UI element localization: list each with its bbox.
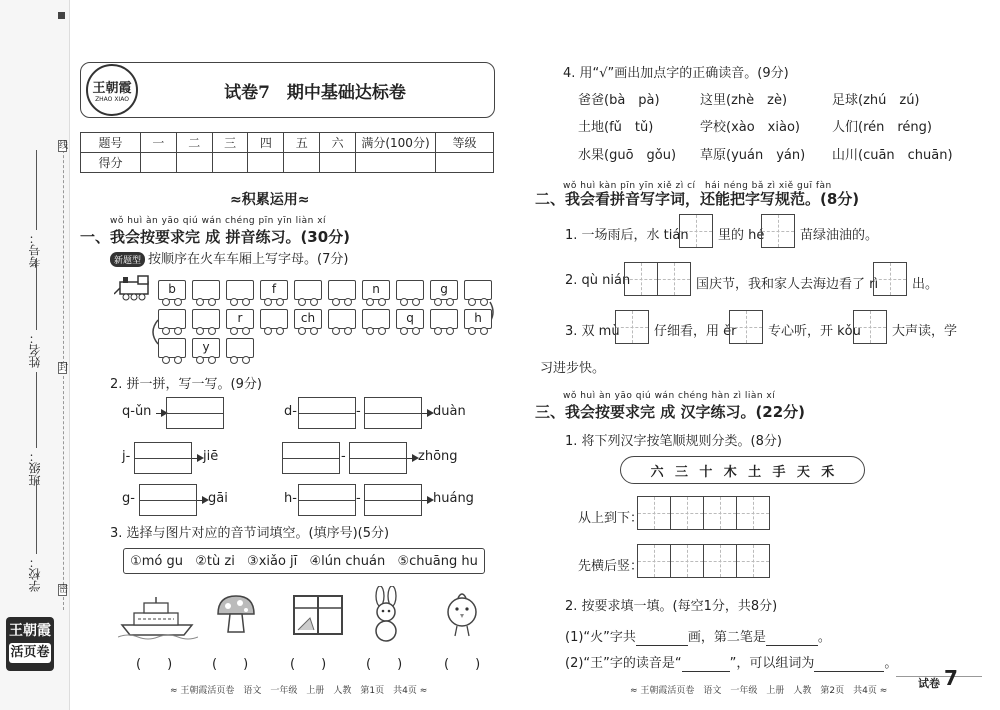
option: ①mó gu	[130, 553, 184, 569]
corner-mark	[58, 12, 65, 19]
option: ③xiǎo jī	[247, 553, 298, 569]
spell-left: j-	[122, 449, 131, 464]
chick-icon	[444, 590, 480, 640]
char-grid[interactable]	[616, 310, 649, 344]
score-cell: 二	[176, 133, 212, 153]
train-car[interactable]: q	[396, 309, 424, 329]
brand-seal: 王朝霞 ZHAO XIAO	[86, 64, 138, 116]
section3-pinyin: wǒ huì àn yāo qiú wán chéng hàn zì liàn xí	[563, 391, 776, 401]
train-car[interactable]	[226, 338, 254, 358]
char-grid[interactable]	[680, 214, 713, 248]
spell-right: gāi	[208, 491, 228, 506]
arrow-icon	[422, 413, 432, 414]
section2-title: 二、我会看拼音写字词，还能把字写规范。(8分)	[535, 190, 860, 208]
train-car[interactable]	[158, 338, 186, 358]
spell-right: duàn	[433, 404, 466, 419]
train-car[interactable]: y	[192, 338, 220, 358]
part-title: ≈积累运用≈	[230, 192, 310, 208]
train-car[interactable]: r	[226, 309, 254, 329]
train-car[interactable]	[328, 309, 356, 329]
spell-answer-box[interactable]	[298, 397, 356, 429]
spell-answer-box[interactable]	[166, 397, 224, 429]
score-cell: 三	[212, 133, 248, 153]
arrow-icon	[197, 500, 207, 501]
score-input[interactable]	[356, 153, 436, 173]
question-3-text: 3. 选择与图片对应的音节词填空。(填序号)(5分)	[110, 526, 390, 541]
option: ②tù zi	[195, 553, 235, 569]
question-2-text: 2. 拼一拼，写一写。(9分)	[110, 377, 262, 392]
fill-2	[565, 652, 897, 672]
s2-line3b: 仔细看，用 ěr	[654, 324, 737, 339]
window-icon	[290, 592, 346, 638]
character-scroll	[620, 456, 865, 484]
train-car[interactable]	[430, 309, 458, 329]
train-car[interactable]: g	[430, 280, 458, 300]
score-input[interactable]	[248, 153, 284, 173]
reading-item[interactable]: 学校(xào xiào)	[700, 120, 800, 135]
reading-item[interactable]: 草原(yuán yán)	[700, 148, 806, 163]
spell-dash: -	[341, 449, 346, 464]
fill-1	[565, 626, 831, 646]
answer-paren[interactable]: ( )	[290, 657, 327, 672]
char-grid[interactable]	[874, 262, 907, 296]
label-school: 学校：	[28, 556, 42, 592]
arrow-icon	[407, 458, 417, 459]
spell-dash: -	[356, 404, 361, 419]
reading-item[interactable]: 土地(fǔ tǔ)	[578, 120, 654, 135]
score-cell: 一	[141, 133, 177, 153]
spell-left: g-	[122, 491, 135, 506]
blank-pinyin[interactable]	[682, 656, 730, 672]
scroll-char: 手	[772, 464, 786, 480]
fill-2b: ”，可以组词为	[729, 656, 815, 671]
reading-item[interactable]: 这里(zhè zè)	[700, 93, 788, 108]
fill-2a: (2)“王”字的读音是“	[565, 656, 682, 671]
reading-item[interactable]: 水果(guō gǒu)	[578, 148, 677, 163]
mark-line: 线	[59, 141, 69, 151]
s2-line3a: 3. 双 mù	[565, 324, 620, 339]
score-input[interactable]	[320, 153, 356, 173]
reading-item[interactable]: 山川(cuān chuān)	[832, 148, 953, 163]
score-cell: 四	[248, 133, 284, 153]
score-input[interactable]	[176, 153, 212, 173]
spell-right: huáng	[433, 491, 474, 506]
s2-line3d: 大声读，学	[892, 324, 958, 339]
section1-pinyin: wǒ huì àn yāo qiú wán chéng pīn yīn liàn xí	[110, 216, 327, 226]
spell-answer-box[interactable]	[364, 484, 422, 516]
char-grid[interactable]	[625, 262, 691, 296]
rule-horizontal-first: 先横后竖：	[578, 559, 644, 574]
train-car[interactable]: ch	[294, 309, 322, 329]
score-table-score-row	[81, 153, 494, 173]
char-grid[interactable]	[762, 214, 795, 248]
label-name: 姓名：	[28, 332, 42, 368]
spell-answer-box[interactable]	[298, 484, 356, 516]
question-1-text: 按顺序在火车车厢上写字母。(7分)	[148, 252, 349, 267]
reading-item[interactable]: 爸爸(bà pà)	[578, 93, 660, 108]
section1-title: 一、我会按要求完 成 拼音练习。(30分)	[80, 228, 351, 246]
spell-answer-box[interactable]	[282, 442, 340, 474]
ship-icon	[118, 595, 198, 640]
char-grid-row[interactable]	[638, 496, 770, 530]
char-grid-row[interactable]	[638, 544, 770, 578]
footer-right: ≈ 王朝霞活页卷 语文 一年级 上册 人教 第2页 共4页 ≈	[630, 686, 888, 696]
score-cell: 六	[320, 133, 356, 153]
scroll-char: 十	[699, 464, 713, 480]
score-table-header-row	[81, 133, 494, 153]
school-line[interactable]	[36, 480, 37, 554]
train-car[interactable]	[362, 309, 390, 329]
rule-top-down: 从上到下：	[578, 511, 644, 526]
scroll-char: 土	[748, 464, 762, 480]
page-number: 7	[944, 666, 958, 690]
answer-paren[interactable]: ( )	[212, 657, 249, 672]
arrow-icon	[156, 413, 166, 414]
train-car[interactable]: b	[158, 280, 186, 300]
scroll-char: 禾	[821, 464, 835, 480]
class-line[interactable]	[36, 372, 37, 448]
answer-paren[interactable]: ( )	[366, 657, 403, 672]
s2-line3e: 习进步快。	[540, 361, 606, 376]
page-tag: 试卷	[918, 677, 940, 690]
mark-secret: 密	[59, 585, 69, 595]
fill-1a: (1)“火”字共	[565, 630, 636, 645]
arrow-icon	[422, 500, 432, 501]
scroll-char: 六	[650, 464, 664, 480]
scroll-char: 天	[796, 464, 810, 480]
fill-1b: 画，第二笔是	[687, 630, 766, 645]
s2-line1c: 苗绿油油的。	[800, 228, 879, 243]
fill-2c: 。	[884, 656, 898, 671]
scroll-char: 木	[723, 464, 737, 480]
answer-paren[interactable]: ( )	[444, 657, 481, 672]
rabbit-icon	[368, 586, 404, 642]
score-input[interactable]	[284, 153, 320, 173]
arrow-icon	[192, 458, 202, 459]
score-cell: 等级	[436, 133, 494, 153]
section2-pinyin: wǒ huì kàn pīn yīn xiě zì cí hái néng bǎ zì xiě guī fàn	[563, 181, 832, 191]
spell-answer-box[interactable]	[139, 484, 197, 516]
score-table	[80, 132, 494, 173]
section3-title: 三、我会按要求完 成 汉字练习。(22分)	[535, 403, 806, 421]
reading-item[interactable]: 人们(rén réng)	[832, 120, 932, 135]
label-class: 班级：	[28, 450, 42, 486]
s2-line1b: 里的 hé	[718, 228, 765, 243]
page-title: 试卷7 期中基础达标卷	[224, 83, 406, 103]
label-exam-number: 考号：	[28, 232, 42, 268]
score-input[interactable]	[212, 153, 248, 173]
mark-seal: 封	[59, 363, 69, 373]
spell-answer-box[interactable]	[134, 442, 192, 474]
fill-1c: 。	[817, 630, 831, 645]
spell-dash: -	[356, 491, 361, 506]
s2-line3c: 专心听，开 kǒu	[768, 324, 861, 339]
score-cell: 得分	[81, 153, 141, 173]
train-car[interactable]: n	[362, 280, 390, 300]
brand-logo-bottom: 王朝霞 活页卷	[6, 617, 54, 671]
train-car[interactable]	[260, 309, 288, 329]
footer-left: ≈ 王朝霞活页卷 语文 一年级 上册 人教 第1页 共4页 ≈	[170, 686, 428, 696]
s2-line2c: 出。	[912, 277, 939, 292]
spell-answer-box[interactable]	[364, 397, 422, 429]
score-cell: 题号	[81, 133, 141, 153]
question-4-text: 4. 用“√”画出加点字的正确读音。(9分)	[563, 66, 789, 81]
binding-dashed-line	[63, 140, 64, 610]
train-car[interactable]	[192, 309, 220, 329]
train-car[interactable]: f	[260, 280, 288, 300]
train-car[interactable]: h	[464, 309, 492, 329]
spell-left: q-ǔn	[122, 404, 152, 419]
option: ④lún chuán	[309, 553, 386, 569]
option: ⑤chuāng hu	[397, 553, 478, 569]
blank-strokes[interactable]	[636, 630, 688, 646]
spell-right: jiē	[203, 449, 219, 464]
spell-left: h-	[284, 491, 297, 506]
name-line[interactable]	[36, 258, 37, 330]
s3-q2: 2. 按要求填一填。(每空1分，共8分)	[565, 599, 778, 614]
score-input[interactable]	[436, 153, 494, 173]
score-cell: 满分(100分)	[356, 133, 436, 153]
blank-word[interactable]	[814, 656, 884, 672]
spell-left: d-	[284, 404, 297, 419]
s2-line2a: 2. qù nián	[565, 273, 631, 288]
exam-number-line[interactable]	[36, 150, 37, 230]
option-box	[123, 548, 485, 574]
answer-paren[interactable]: ( )	[136, 657, 173, 672]
score-input[interactable]	[141, 153, 177, 173]
question-1	[110, 248, 348, 267]
char-grid[interactable]	[730, 310, 763, 344]
blank-second-stroke[interactable]	[766, 630, 818, 646]
char-grid[interactable]	[854, 310, 887, 344]
scroll-char: 三	[675, 464, 689, 480]
train-car[interactable]	[158, 309, 186, 329]
new-type-badge: 新题型	[110, 252, 145, 267]
s2-line1a: 1. 一场雨后，水 tián	[565, 228, 689, 243]
s2-line2b: 国庆节，我和家人去海边看了 rì	[696, 277, 879, 292]
reading-item[interactable]: 足球(zhú zú)	[832, 93, 920, 108]
spell-answer-box[interactable]	[349, 442, 407, 474]
mushroom-icon	[214, 592, 258, 636]
score-cell: 五	[284, 133, 320, 153]
s3-q1: 1. 将下列汉字按笔顺规则分类。(8分)	[565, 434, 782, 449]
spell-right: zhōng	[418, 449, 458, 464]
